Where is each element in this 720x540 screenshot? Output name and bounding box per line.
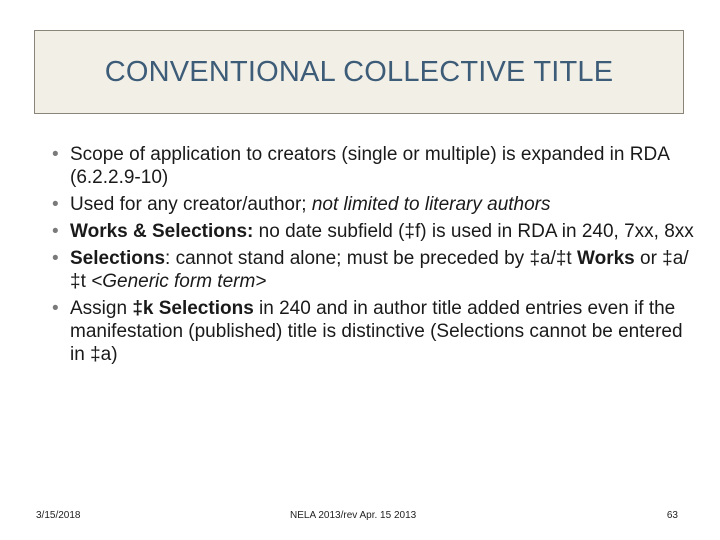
bullet-bold-text: Works & Selections:: [70, 221, 254, 242]
bullet-text: Used for any creator/author;: [70, 194, 312, 215]
bullet-text: Scope of application to creators (single or multiple) is expanded in RDA (6.2.2.9-10): [70, 144, 669, 188]
bullet-bold-text: Selections: [70, 248, 166, 269]
footer-center-text: NELA 2013/rev Apr. 15 2013: [290, 510, 417, 521]
bullet-icon: •: [52, 144, 59, 165]
bullet-icon: •: [52, 221, 59, 242]
footer-page-number: 63: [666, 510, 678, 521]
bullet-icon: •: [52, 194, 59, 215]
bullet-text-2: in 240 and in author title added entries even if the manifestation (published) title is distinctive (Selections cannot be entered in ‡a): [70, 298, 683, 365]
footer-date: 3/15/2018: [36, 510, 81, 521]
bullet-bold-text-2: Works: [577, 248, 635, 269]
bullet-item-2: [52, 193, 702, 216]
slide-title: CONVENTIONAL COLLECTIVE TITLE: [104, 55, 614, 88]
bullet-icon: •: [52, 298, 59, 319]
bullet-italic-text: not limited to literary authors: [311, 194, 551, 215]
bullet-bold-text: ‡k Selections: [132, 298, 254, 319]
bullet-list: [52, 143, 702, 370]
bullet-text-2: or ‡a/‡t: [70, 248, 689, 292]
bullet-italic-text: <Generic form term>: [91, 271, 267, 292]
bullet-icon: •: [52, 248, 59, 269]
bullet-text: no date subfield (‡f) is used in RDA in 240, 7xx, 8xx: [253, 221, 694, 242]
bullet-text: Assign: [70, 298, 133, 319]
bullet-item-3: [52, 220, 702, 243]
bullet-item-5: [52, 297, 702, 366]
bullet-item-4: [52, 247, 702, 293]
bullet-item-1: [52, 143, 702, 189]
slide-title-box: [34, 30, 684, 114]
bullet-text: : cannot stand alone; must be preceded by ‡a/‡t: [165, 248, 577, 269]
